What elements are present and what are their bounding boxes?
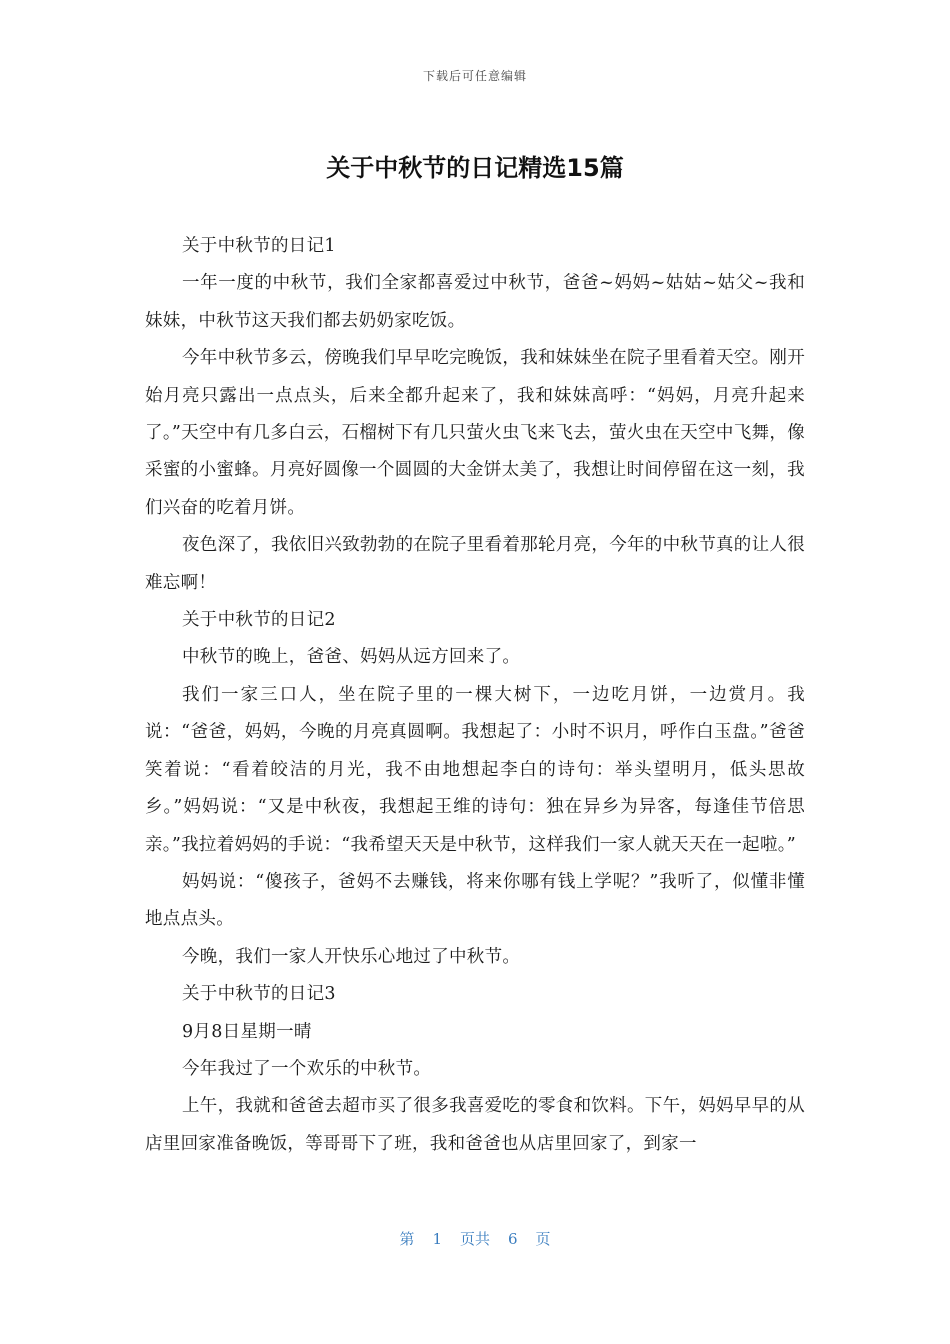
paragraph-8: 妈妈说：“傻孩子，爸妈不去赚钱，将来你哪有钱上学呢？”我听了，似懂非懂地点点头。 bbox=[145, 871, 805, 930]
footer-suffix: 页 bbox=[535, 1230, 551, 1248]
paragraph-3: 今年中秋节多云，傍晚我们早早吃完晚饭，我和妹妹坐在院子里看着天空。刚开始月亮只露出一点点头，后来全都升起来了，我和妹妹高呼：“妈妈，月亮升起来了。”天空中有几多白云，石榴树下有几只萤火虫飞来飞去，萤火虫在天空中飞舞，像采蜜的小蜜蜂。月亮好圆像一个圆圆的大金饼太美了，我想让时间停留在这一刻，我们兴奋的吃着月饼。 bbox=[145, 348, 805, 518]
paragraph-2: 一年一度的中秋节，我们全家都喜爱过中秋节，爸爸~妈妈~姑姑~姑父~我和妹妹，中秋节这天我们都去奶奶家吃饭。 bbox=[145, 273, 805, 331]
paragraph-4: 夜色深了，我依旧兴致勃勃的在院子里看着那轮月亮，今年的中秋节真的让人很难忘啊！ bbox=[145, 535, 805, 593]
footer-total-pages: 6 bbox=[508, 1230, 518, 1248]
footer-middle: 页共 bbox=[459, 1230, 490, 1248]
paragraph-12: 今年我过了一个欢乐的中秋节。 bbox=[182, 1058, 432, 1079]
paragraph-11: 9月8日星期一晴 bbox=[182, 1021, 312, 1042]
footer-prefix: 第 bbox=[399, 1230, 415, 1248]
paragraph-6: 中秋节的晚上，爸爸、妈妈从远方回来了。 bbox=[182, 647, 521, 668]
header-note: 下载后可任意编辑 bbox=[422, 69, 527, 83]
paragraph-13: 上午，我就和爸爸去超市买了很多我喜爱吃的零食和饮料。下午，妈妈早早的从店里回家准备晚饭，等哥哥下了班，我和爸爸也从店里回家了，到家一 bbox=[145, 1096, 805, 1154]
page-footer bbox=[0, 1228, 950, 1249]
document-title: 关于中秋节的日记精选15篇 bbox=[326, 154, 624, 182]
document-body bbox=[145, 228, 805, 1163]
paragraph-5: 关于中秋节的日记2 bbox=[182, 610, 336, 631]
footer-page-number: 1 bbox=[432, 1230, 442, 1248]
paragraph-1: 关于中秋节的日记1 bbox=[182, 236, 336, 256]
paragraph-10: 关于中秋节的日记3 bbox=[182, 984, 336, 1005]
paragraph-7: 我们一家三口人，坐在院子里的一棵大树下，一边吃月饼，一边赏月。我说：“爸爸，妈妈，今晚的月亮真圆啊。我想起了：小时不识月，呼作白玉盘。”爸爸笑着说：“看着皎洁的月光，我不由地想起李白的诗句：举头望明月，低头思故乡。”妈妈说：“又是中秋夜，我想起王维的诗句：独在异乡为异客，每逢佳节倍思亲。”我拉着妈妈的手说：“我希望天天是中秋节，这样我们一家人就天天在一起啦。” bbox=[145, 684, 805, 855]
paragraph-9: 今晚，我们一家人开快乐心地过了中秋节。 bbox=[182, 946, 521, 967]
